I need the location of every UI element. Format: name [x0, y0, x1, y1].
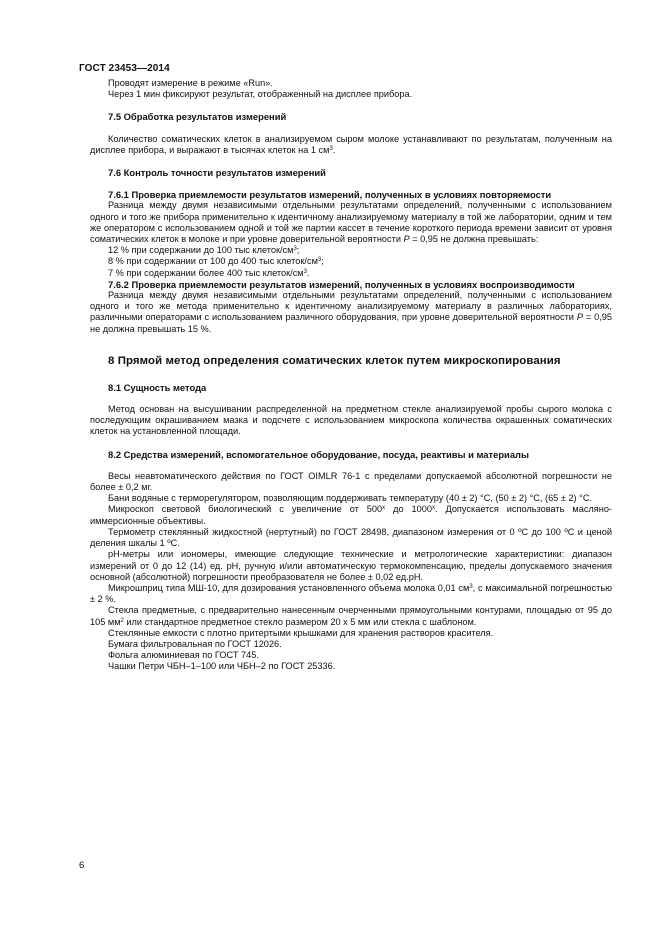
paragraph: Чашки Петри ЧБН–1–100 или ЧБН–2 по ГОСТ 25336.	[108, 661, 336, 672]
paragraph: Весы неавтоматического действия по ГОСТ OIMLR 76-1 с пределами допускаемой абсолютной погрешности не более ± 0,2 мг.	[90, 470, 612, 493]
paragraph: Фольга алюминиевая по ГОСТ 745.	[108, 650, 259, 661]
document-code-header: ГОСТ 23453—2014	[79, 63, 170, 74]
chapter-heading-8: 8 Прямой метод определения соматических клеток путем микроскопирования	[108, 354, 561, 367]
paragraph: Через 1 мин фиксируют результат, отображенный на дисплее прибора.	[108, 89, 413, 100]
paragraph: pH-метры или иономеры, имеющие следующие технические и метрологические характеристики: диапазон измерений от 0 до 12 (14) ед. рН, ручную и/или автоматическую термокомпенсацию, пределы допускаемого значения основной (абсолютной) погрешности преобразователя не более ± 0,02 ед.рН.	[90, 549, 612, 582]
paragraph: Стекла предметные, с предварительно нанесенным очерченными прямоугольными контурами, площадью от 95 до 105 $мм^2$ или стандартное предметное стекло размером 20 х 5 мм или стекла с шаблоном.	[90, 605, 612, 627]
paragraph: Количество соматических клеток в анализируемом сыром молоке устанавливают по результатам, полученным на дисплее прибора, и выражают в тысячах клеток на 1 $см^3$.	[90, 133, 612, 155]
list-item: 8 % при содержании от 100 до 400 тыс клеток/$см^3$;	[108, 256, 324, 267]
document-body	[90, 78, 612, 673]
section-heading-7-6: 7.6 Контроль точности результатов измерений	[108, 167, 326, 179]
paragraph: Проводят измерение в режиме «Run».	[108, 78, 273, 88]
paragraph: Термометр стеклянный жидкостной (нертутный) по ГОСТ 28498, диапазоном измерения от 0 ºС до 100 ºС и ценой деления шкалы 1 ºС.	[90, 526, 612, 549]
page-number: 6	[79, 860, 85, 871]
paragraph: Бумага фильтровальная по ГОСТ 12026.	[108, 638, 282, 649]
paragraph: Разница между двумя независимыми отдельными результатами определений, полученными с использованием одного и того же метода применительно к идентичному анализируемому материалу в различных лабораториях, различными операторами с использованием различного оборудования, при уровне доверительной вероятности Р = 0,95 не должна превышать 15 %.	[90, 290, 612, 334]
section-heading-8-1: 8.1 Сущность метода	[108, 381, 207, 393]
paragraph: Разница между двумя независимыми отдельными результатами определений, полученными с использованием одного и того же прибора применительно к идентичному анализируемому материалу в той же лаборатории, одним и тем же оператором с использованием одной и той же партии кассет в течение короткого периода времени зависит от уровня соматических клеток в молоке и при уровне доверительной вероятности Р = 0,95 не должна превышать:	[90, 200, 612, 245]
section-heading-7-5: 7.5 Обработка результатов измерений	[108, 111, 287, 123]
section-heading-7-6-1: 7.6.1 Проверка приемлемости результатов измерений, полученных в условиях повторяемости	[108, 189, 552, 201]
list-item: 12 % при содержании до 100 тыс клеток/$см^3$;	[108, 245, 300, 256]
paragraph: Стеклянные емкости с плотно притертыми крышками для хранения растворов красителя.	[108, 627, 494, 638]
section-heading-8-2: 8.2 Средства измерений, вспомогательное оборудование, посуда, реактивы и материалы	[108, 448, 529, 460]
paragraph: Бани водяные с терморегулятором, позволяющим поддерживать температуру (40 ± 2) °С, (50 ± 2) °С, (65 ± 2) °С.	[108, 493, 593, 504]
paragraph: Микрошприц типа МШ-10, для дозирования установленного объема молока 0,01 $см^3$, с максимальной погрешностью ± 2 %.	[90, 582, 613, 605]
section-heading-7-6-2: 7.6.2 Проверка приемлемости результатов измерений, полученных в условиях воспроизводимости	[108, 278, 575, 290]
list-item: 7 % при содержании более 400 тыс клеток/$см^3$.	[108, 267, 310, 278]
paragraph: Метод основан на высушивании распределенной на предметном стекле анализируемой пробы сырого молока с последующим окрашиванием мазка и подсчете с использованием микроскопа количества окрашенных соматических клеток на установленной площади.	[90, 404, 612, 437]
paragraph: Микроскоп световой биологический с увеличение от 500$^x$ до 1000$^x$. Допускается использовать масляно-иммерсионные объективы.	[90, 504, 612, 526]
